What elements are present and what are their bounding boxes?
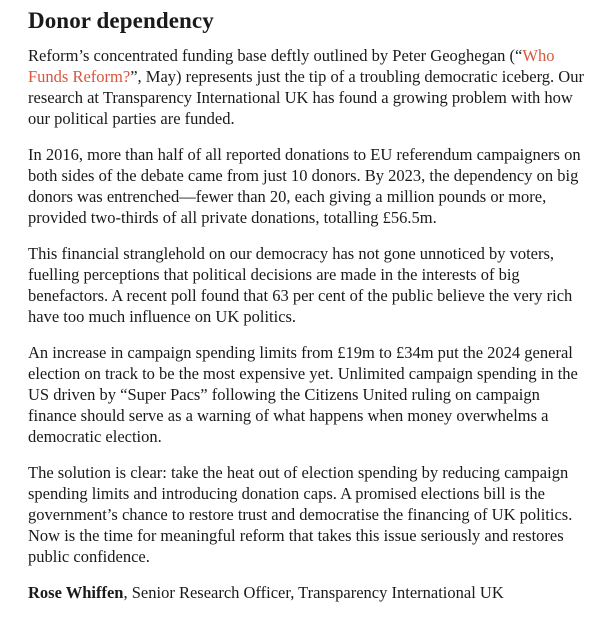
signature-author-name: Rose Whiffen <box>28 583 124 602</box>
page-title: Donor dependency <box>28 8 214 33</box>
paragraph-3: This financial stranglehold on our democracy has not gone unnoticed by voters, fuelling perceptions that political decisions are made in the interests of big benefactors. A recent poll found that 63 per cent of the public believe the very rich have too much influence on UK politics. <box>28 244 573 326</box>
paragraph-1 <box>28 45 592 129</box>
who-funds-reform-link[interactable]: Who Funds Reform? <box>28 46 555 86</box>
paragraph-2: In 2016, more than half of all reported donations to EU referendum campaigners on both sides of the debate came from just 10 donors. By 2023, the dependency on big donors was entrenched—fewer than 20, each giving a million pounds or more, provided two-thirds of all private donations, totalling £56.5m. <box>28 145 581 227</box>
signature-line <box>28 582 592 603</box>
paragraph-1-text-before-link: Reform’s concentrated funding base deftly outlined by Peter Geoghegan (“ <box>28 46 523 65</box>
paragraph-5: The solution is clear: take the heat out of election spending by reducing campaign spending limits and introducing donation caps. A promised elections bill is the government’s chance to restore trust and democratise the financing of UK politics. Now is the time for meaningful reform that takes this issue seriously and restores public confidence. <box>28 463 573 566</box>
paragraph-1-text-after-link: ”, May) represents just the tip of a troubling democratic iceberg. Our research at Transparency International UK has found a growing problem with how our political parties are funded. <box>28 67 584 128</box>
letter-article <box>28 6 592 603</box>
paragraph-4: An increase in campaign spending limits from £19m to £34m put the 2024 general election on track to be the most expensive yet. Unlimited campaign spending in the US driven by “Super Pacs” following the Citizens United ruling on campaign finance should serve as a warning of what happens when money overwhelms a democratic election. <box>28 343 578 446</box>
signature-author-role: , Senior Research Officer, Transparency International UK <box>123 583 504 602</box>
